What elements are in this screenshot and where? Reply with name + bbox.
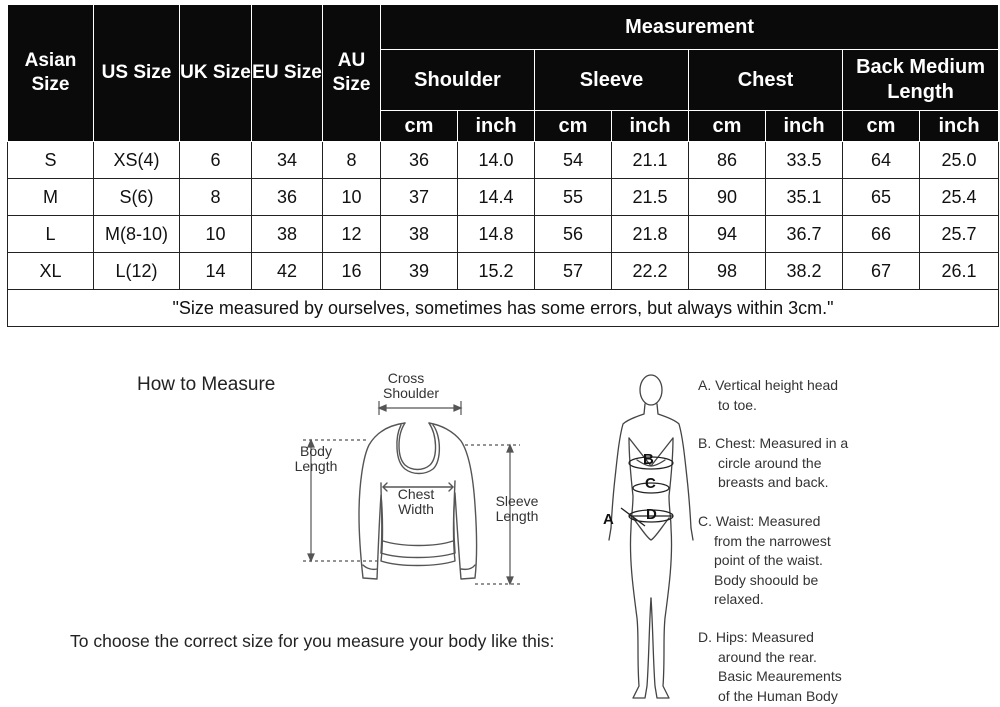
table-cell: 55 xyxy=(535,179,612,216)
table-cell: 36.7 xyxy=(766,216,843,253)
header-unit: inch xyxy=(920,111,999,142)
header-eu-size: EU Size xyxy=(252,5,323,142)
table-cell: 8 xyxy=(323,142,381,179)
header-shoulder: Shoulder xyxy=(381,50,535,111)
table-header xyxy=(8,5,999,142)
table-cell: 22.2 xyxy=(612,253,689,290)
table-cell: 42 xyxy=(252,253,323,290)
table-cell: 26.1 xyxy=(920,253,999,290)
table-body xyxy=(8,142,999,290)
table-cell: 35.1 xyxy=(766,179,843,216)
header-unit: inch xyxy=(612,111,689,142)
table-cell: 94 xyxy=(689,216,766,253)
table-cell: 56 xyxy=(535,216,612,253)
table-cell: 15.2 xyxy=(458,253,535,290)
size-chart-table xyxy=(7,4,999,327)
table-cell: 57 xyxy=(535,253,612,290)
table-cell: M(8-10) xyxy=(94,216,180,253)
header-unit: inch xyxy=(458,111,535,142)
table-cell: 38 xyxy=(381,216,458,253)
measure-instruction: To choose the correct size for you measure your body like this: xyxy=(70,631,555,651)
table-cell: 66 xyxy=(843,216,920,253)
header-au-size: AU Size xyxy=(323,5,381,142)
chest-width-label: Chest Width xyxy=(397,486,435,518)
body-figure-diagram xyxy=(595,368,695,704)
header-unit: inch xyxy=(766,111,843,142)
point-label-b: B xyxy=(643,451,654,468)
header-us-size: US Size xyxy=(94,5,180,142)
point-label-d: D xyxy=(646,506,657,523)
table-cell: 37 xyxy=(381,179,458,216)
description-b: B. Chest: Measured in a circle around the breasts and back. xyxy=(698,435,849,490)
body-length-label: Body Length xyxy=(294,443,338,475)
description-c: C. Waist: Measured from the narrowest point of the waist. Body shoould be relaxed. xyxy=(698,513,831,607)
header-back-medium-length: Back Medium Length xyxy=(843,50,999,111)
table-cell: S xyxy=(8,142,94,179)
table-cell: 21.1 xyxy=(612,142,689,179)
table-cell: 21.8 xyxy=(612,216,689,253)
table-cell: 14.8 xyxy=(458,216,535,253)
table-cell: 98 xyxy=(689,253,766,290)
table-cell: 21.5 xyxy=(612,179,689,216)
table-cell: M xyxy=(8,179,94,216)
header-sleeve: Sleeve xyxy=(535,50,689,111)
table-cell: XS(4) xyxy=(94,142,180,179)
table-cell: 14.0 xyxy=(458,142,535,179)
header-unit: cm xyxy=(689,111,766,142)
table-cell: 14 xyxy=(180,253,252,290)
cross-shoulder-label: Cross Shoulder xyxy=(383,370,440,402)
table-cell: 33.5 xyxy=(766,142,843,179)
table-cell: 6 xyxy=(180,142,252,179)
table-cell: S(6) xyxy=(94,179,180,216)
table-cell: 8 xyxy=(180,179,252,216)
table-cell: XL xyxy=(8,253,94,290)
table-cell: 36 xyxy=(252,179,323,216)
how-to-measure-title: How to Measure xyxy=(137,374,276,395)
table-cell: 14.4 xyxy=(458,179,535,216)
table-row xyxy=(8,142,999,179)
table-cell: L xyxy=(8,216,94,253)
table-cell: 67 xyxy=(843,253,920,290)
table-cell: 16 xyxy=(323,253,381,290)
table-cell: 64 xyxy=(843,142,920,179)
table-cell: 38.2 xyxy=(766,253,843,290)
table-cell: 25.7 xyxy=(920,216,999,253)
table-row xyxy=(8,216,999,253)
table-cell: 12 xyxy=(323,216,381,253)
table-cell: 25.4 xyxy=(920,179,999,216)
header-unit: cm xyxy=(843,111,920,142)
table-cell: 38 xyxy=(252,216,323,253)
header-asian-size: Asian Size xyxy=(8,5,94,142)
table-cell: 36 xyxy=(381,142,458,179)
table-cell: 25.0 xyxy=(920,142,999,179)
description-a: A. Vertical height head to toe. xyxy=(698,377,839,413)
header-chest: Chest xyxy=(689,50,843,111)
table-cell: 86 xyxy=(689,142,766,179)
table-cell: 10 xyxy=(323,179,381,216)
size-note: "Size measured by ourselves, sometimes has some errors, but always within 3cm." xyxy=(8,290,999,327)
table-cell: L(12) xyxy=(94,253,180,290)
header-unit: cm xyxy=(381,111,458,142)
header-uk-size: UK Size xyxy=(180,5,252,142)
table-row xyxy=(8,253,999,290)
point-label-a: A xyxy=(603,511,614,528)
table-cell: 10 xyxy=(180,216,252,253)
header-unit: cm xyxy=(535,111,612,142)
description-d: D. Hips: Measured around the rear. Basic Meaurements of the Human Body xyxy=(698,629,842,704)
sleeve-length-label: Sleeve Length xyxy=(495,493,539,525)
table-cell: 34 xyxy=(252,142,323,179)
table-cell: 54 xyxy=(535,142,612,179)
point-label-c: C xyxy=(645,475,656,492)
table-row xyxy=(8,179,999,216)
table-cell: 39 xyxy=(381,253,458,290)
header-measurement: Measurement xyxy=(381,5,999,50)
table-cell: 65 xyxy=(843,179,920,216)
table-cell: 90 xyxy=(689,179,766,216)
